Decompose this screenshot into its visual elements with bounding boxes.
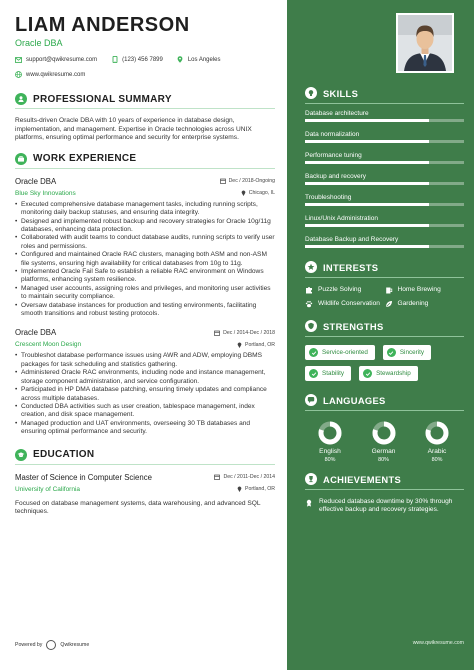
language-level-ring: [425, 421, 449, 445]
skill-label: Performance tuning: [305, 152, 362, 159]
interests-title: INTERESTS: [323, 261, 379, 273]
skill-bar-fill: [305, 203, 429, 206]
language-name: German: [371, 448, 396, 455]
check-icon: [309, 369, 318, 378]
check-icon: [309, 348, 318, 357]
job-entry: [15, 177, 275, 319]
award-icon: [305, 499, 313, 507]
skill-bar: [305, 119, 464, 122]
website-item[interactable]: [15, 71, 85, 78]
summary-heading: [15, 93, 275, 109]
job-company: Blue Sky Innovations: [15, 189, 76, 197]
list-item: • Participated in HP DMA database patching, ensuring timely updates and compliance across multiple databases.: [15, 386, 275, 403]
job-dates: [214, 330, 275, 336]
summary-title: PROFESSIONAL SUMMARY: [33, 93, 172, 105]
check-icon: [363, 369, 372, 378]
language-name: English: [319, 448, 341, 455]
language-level-ring: [372, 421, 396, 445]
skill-label: Database Backup and Recovery: [305, 236, 399, 243]
strength-chip: Stewardship: [359, 366, 418, 381]
education-entry: [15, 473, 275, 517]
email-icon: [15, 56, 22, 63]
education-title: EDUCATION: [33, 449, 95, 461]
list-item: • Collaborated with audit teams to conduct database audits, running scripts to verify user roles and permissions.: [15, 234, 275, 251]
education-location-text: Portland, OR: [245, 486, 275, 493]
job-title: Oracle DBA: [15, 176, 57, 186]
degree: Master of Science in Computer Science: [15, 472, 152, 482]
calendar-icon: [214, 330, 220, 336]
brand-text[interactable]: Qwikresume: [60, 642, 90, 648]
achievements-heading: [305, 473, 464, 490]
job-bullets: [15, 201, 275, 319]
strengths-list: [305, 345, 464, 381]
skills-title: SKILLS: [323, 87, 359, 99]
achievement-item: Reduced database downtime by 30% through effective backup and recovery strategies.: [305, 498, 464, 515]
skill-bar: [305, 203, 464, 206]
skill-item: [305, 173, 464, 185]
job-location-text: Chicago, IL: [248, 190, 275, 197]
sidebar: [287, 0, 474, 670]
skill-bar: [305, 161, 464, 164]
pin-icon: [241, 190, 246, 196]
email-text: support@qwikresume.com: [26, 56, 98, 63]
skill-bar-fill: [305, 119, 429, 122]
achievements-title: ACHIEVEMENTS: [323, 473, 402, 485]
paw-icon: [305, 300, 313, 308]
school: University of California: [15, 485, 81, 493]
job-location: [237, 342, 275, 348]
strengths-heading: [305, 320, 464, 337]
skill-bar: [305, 245, 464, 248]
interests-heading: [305, 261, 464, 278]
job-dates: [220, 178, 275, 184]
contact-row: [15, 56, 275, 63]
skill-label: Data normalization: [305, 131, 360, 138]
website-row: [15, 71, 275, 78]
job-dates-text: Dec / 2014-Dec / 2018: [223, 329, 275, 336]
skill-bar: [305, 140, 464, 143]
list-item: • Managed user accounts, assigning roles and privileges, and monitoring user activities to maintain security compliance.: [15, 285, 275, 302]
phone-icon: [111, 56, 118, 63]
language-level-ring: [318, 421, 342, 445]
shield-icon: [305, 320, 317, 332]
languages-heading: [305, 394, 464, 411]
languages-list: [305, 421, 464, 463]
job-company: Crescent Moon Design: [15, 341, 82, 349]
strength-chip: Stability: [305, 366, 351, 381]
interest-item: Gardening: [385, 300, 465, 308]
strength-chip: Sincerity: [383, 345, 431, 360]
language-name: Arabic: [427, 448, 447, 455]
skill-label: Troubleshooting: [305, 194, 352, 201]
language-percent: 80%: [431, 457, 443, 463]
location-item: [177, 56, 221, 63]
skill-item: [305, 215, 464, 227]
language-percent: 80%: [378, 457, 389, 463]
list-item: • Designed and implemented robust backup and recovery strategies for Oracle 10g/11g databases, enhancing data protection.: [15, 218, 275, 235]
globe-icon: [15, 71, 22, 78]
footer: [15, 640, 89, 650]
job-location: [241, 190, 275, 196]
language-item: [305, 421, 355, 463]
pin-icon: [237, 486, 242, 492]
skill-item: [305, 236, 464, 248]
skill-item: [305, 194, 464, 206]
briefcase-icon: [15, 153, 27, 165]
candidate-name: LIAM ANDERSON: [15, 14, 190, 36]
skills-list: [305, 110, 464, 248]
job-bullets: [15, 352, 275, 436]
qwikresume-logo-icon: [46, 640, 56, 650]
experience-title: WORK EXPERIENCE: [33, 153, 137, 165]
leaf-icon: [385, 300, 393, 308]
skills-heading: [305, 87, 464, 104]
list-item: • Executed comprehensive database management tasks, including running scripts, monitoring daily backup statuses, and ensuring data integrity.: [15, 201, 275, 218]
map-pin-icon: [177, 56, 184, 63]
skill-item: [305, 152, 464, 164]
skill-label: Backup and recovery: [305, 173, 367, 180]
education-location: [237, 486, 275, 492]
interest-item: Home Brewing: [385, 286, 465, 294]
trophy-icon: [305, 473, 317, 485]
education-dates-text: Dec / 2011-Dec / 2014: [223, 474, 275, 481]
profile-photo: [396, 13, 454, 73]
website-text: www.qwikresume.com: [26, 71, 86, 78]
lightbulb-icon: [305, 87, 317, 99]
check-icon: [387, 348, 396, 357]
candidate-role: Oracle DBA: [15, 38, 63, 48]
phone-text: (123) 456 7899: [122, 56, 163, 63]
list-item: • Managed production and UAT environments, overseeing 30 TB databases and ensuring optimal performance and security.: [15, 420, 275, 437]
list-item: • Implemented Oracle Fail Safe to establish a reliable RAC environment on Windows platforms, enhancing system resilience.: [15, 268, 275, 285]
skill-item: [305, 110, 464, 122]
location-text: Los Angeles: [187, 56, 221, 63]
education-dates: [214, 474, 275, 480]
skill-bar-fill: [305, 224, 429, 227]
job-entry: [15, 328, 275, 436]
summary-text: Results-driven Oracle DBA with 10 years of experience in database design, implementation, and management. Expertise in Oracle technologies across UNIX platforms, ensuring optimal performance and security for enterprise systems.: [15, 117, 252, 142]
skill-bar-fill: [305, 182, 429, 185]
skill-label: Linux/Unix Administration: [305, 215, 378, 222]
list-item: • Administered Oracle RAC environments, including node and instance management, storage component administration, and service configuration.: [15, 369, 275, 386]
skill-bar-fill: [305, 245, 429, 248]
language-item: [412, 421, 462, 463]
star-icon: [305, 261, 317, 273]
puzzle-icon: [305, 286, 313, 294]
beer-icon: [385, 286, 393, 294]
email-item[interactable]: [15, 56, 97, 63]
speech-icon: [305, 394, 317, 406]
person-icon: [15, 93, 27, 105]
interest-item: Wildlife Conservation: [305, 300, 385, 308]
calendar-icon: [214, 474, 220, 480]
skill-label: Database architecture: [305, 110, 369, 117]
languages-title: LANGUAGES: [323, 394, 386, 406]
footer-website[interactable]: www.qwikresume.com: [412, 640, 464, 646]
language-item: [359, 421, 409, 463]
list-item: • Conducted DBA activities such as user creation, tablespace management, index creation, and disk space management.: [15, 403, 275, 420]
job-location-text: Portland, OR: [245, 341, 275, 348]
job-dates-text: Dec / 2018-Ongoing: [228, 178, 275, 185]
interests-list: [305, 286, 464, 308]
graduation-cap-icon: [15, 449, 27, 461]
experience-heading: [15, 153, 275, 169]
list-item: • Troubleshot database performance issues using AWR and ADW, employing DBMS packages for task scheduling and statistics gathering.: [15, 352, 275, 369]
strengths-title: STRENGTHS: [323, 320, 384, 332]
education-heading: [15, 449, 275, 465]
skill-item: [305, 131, 464, 143]
education-text: Focused on database management systems, data warehousing, and advanced SQL techniques.: [15, 499, 261, 516]
calendar-icon: [220, 178, 226, 184]
skill-bar-fill: [305, 161, 429, 164]
interest-item: Puzzle Solving: [305, 286, 385, 294]
skill-bar: [305, 224, 464, 227]
language-percent: 80%: [324, 457, 336, 463]
strength-chip: Service-oriented: [305, 345, 375, 360]
list-item: • Configured and maintained Oracle RAC clusters, managing both ASM and non-ASM file systems, ensuring high availability for critical databases from 10g to 11g.: [15, 251, 275, 268]
pin-icon: [237, 342, 242, 348]
skill-bar-fill: [305, 140, 429, 143]
list-item: • Oversaw database instances for production and testing environments, facilitating smooth transitions and robust testing protocols.: [15, 302, 275, 319]
powered-by-text: Powered by: [15, 642, 43, 648]
skill-bar: [305, 182, 464, 185]
job-title: Oracle DBA: [15, 328, 57, 338]
phone-item[interactable]: [111, 56, 163, 63]
